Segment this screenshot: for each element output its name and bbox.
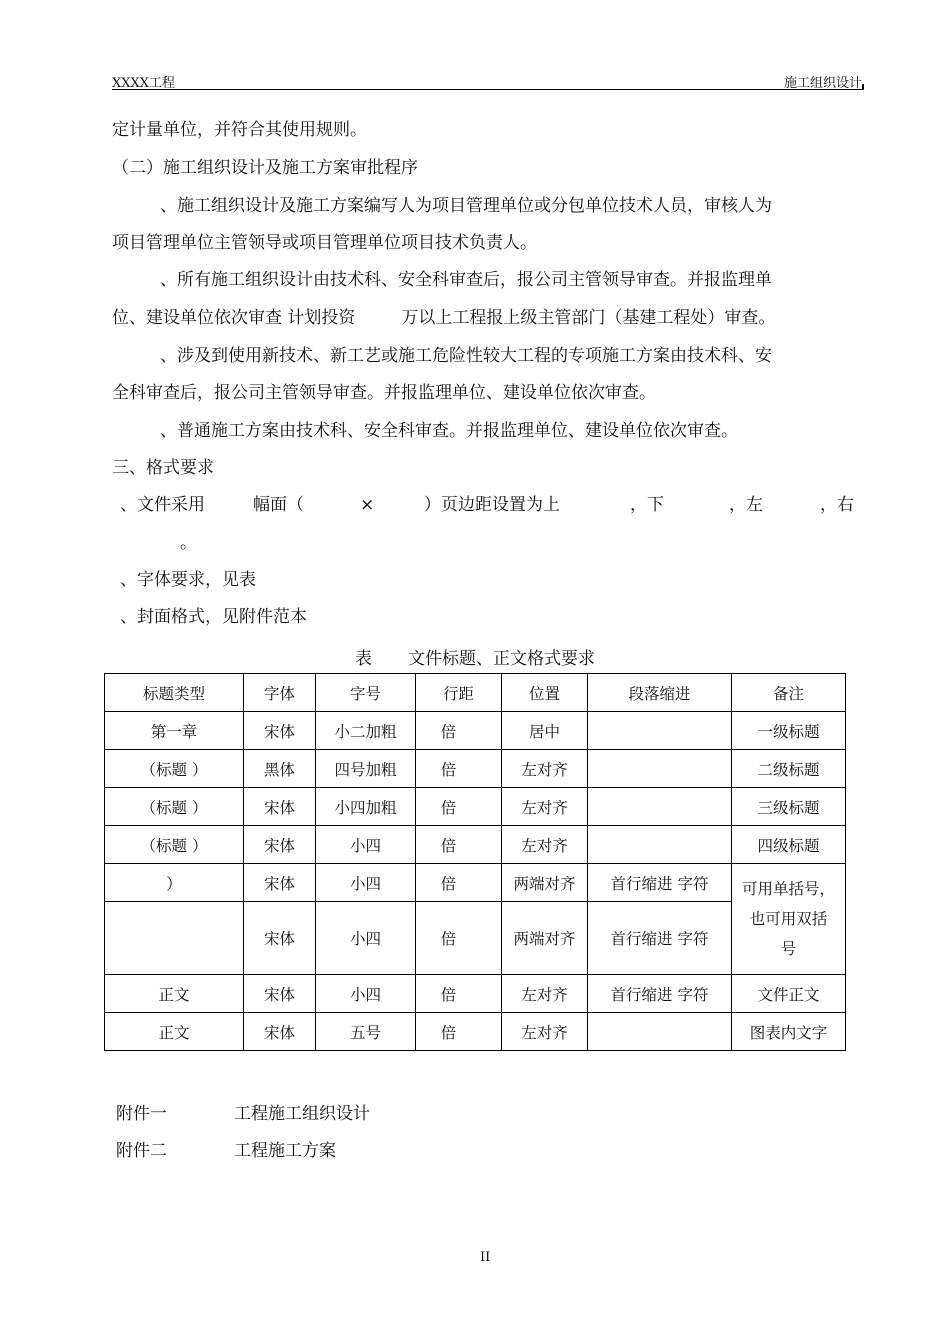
section-heading-format: 三、格式要求 (112, 458, 214, 478)
header-cell: 备注 (732, 674, 846, 712)
table-cell: （标题 ） (105, 788, 244, 826)
table-cell: 倍 (416, 1013, 502, 1051)
body-line-7: 、涉及到使用新技术、新工艺或施工危险性较大工程的专项施工方案由技术科、安 (160, 346, 772, 366)
table-cell: 宋体 (244, 902, 316, 975)
table-row (105, 1013, 846, 1051)
table-cell: 四号加粗 (316, 750, 416, 788)
table-cell: 二级标题 (732, 750, 846, 788)
header-project-name: XXXX工程 (112, 76, 176, 91)
table-cell: 小四加粗 (316, 788, 416, 826)
table-cell: 正文 (105, 975, 244, 1013)
table-cell: 宋体 (244, 712, 316, 750)
table-cell: 倍 (416, 902, 502, 975)
table-cell: 三级标题 (732, 788, 846, 826)
table-cell: 倍 (416, 788, 502, 826)
attachment-label-2: 附件二 (116, 1141, 167, 1161)
table-cell: 第一章 (105, 712, 244, 750)
table-cell: 首行缩进 字符 (588, 902, 732, 975)
header-cell: 位置 (502, 674, 588, 712)
table-cell: 正文 (105, 1013, 244, 1051)
page-number: II (480, 1250, 491, 1265)
table-cell: 倍 (416, 826, 502, 864)
table-cell: 小四 (316, 902, 416, 975)
table-cell: 左对齐 (502, 975, 588, 1013)
body-line-8: 全科审查后，报公司主管领导审查。并报监理单位、建设单位依次审查。 (112, 383, 656, 403)
body-line-5: 、所有施工组织设计由技术科、安全科审查后，报公司主管领导审查。并报监理单 (160, 270, 772, 290)
table-cell: 宋体 (244, 1013, 316, 1051)
table-cell: 左对齐 (502, 1013, 588, 1051)
table-cell: 小二加粗 (316, 712, 416, 750)
table-cell (588, 788, 732, 826)
table-cell: 一级标题 (732, 712, 846, 750)
table-cell: （标题 ） (105, 750, 244, 788)
header-cell: 行距 (416, 674, 502, 712)
table-caption-label: 表 (355, 649, 372, 669)
format-requirements-table (104, 673, 846, 1051)
table-cell: 左对齐 (502, 826, 588, 864)
section-heading-approval: （二）施工组织设计及施工方案审批程序 (112, 158, 418, 178)
table-cell: 首行缩进 字符 (588, 864, 732, 902)
table-row (105, 712, 846, 750)
table-cell: 小四 (316, 864, 416, 902)
table-cell: 图表内文字 (732, 1013, 846, 1051)
table-row (105, 975, 846, 1013)
table-cell (588, 712, 732, 750)
body-line-9: 、普通施工方案由技术科、安全科审查。并报监理单位、建设单位依次审查。 (160, 421, 738, 441)
attachment-label-1: 附件一 (116, 1104, 167, 1124)
header-doc-type: 施工组织设计 (783, 76, 862, 91)
table-cell-note-merged (732, 864, 846, 975)
table-cell (588, 1013, 732, 1051)
header-cell: 标题类型 (105, 674, 244, 712)
table-cell: 两端对齐 (502, 902, 588, 975)
table-cell: 宋体 (244, 826, 316, 864)
table-cell (588, 826, 732, 864)
table-cell: 文件正文 (732, 975, 846, 1013)
table-cell: 居中 (502, 712, 588, 750)
attachment-title-2: 工程施工方案 (234, 1141, 336, 1161)
body-line-12: 。 (180, 533, 197, 553)
table-cell (105, 902, 244, 975)
table-cell: 倍 (416, 750, 502, 788)
note-line: 可用单括号， (741, 880, 835, 898)
table-cell: （标题 ） (105, 826, 244, 864)
table-row (105, 750, 846, 788)
header-cell: 段落缩进 (588, 674, 732, 712)
body-line-11-part-c: × (360, 495, 375, 515)
table-cell: 倍 (416, 712, 502, 750)
header-rule-tick (862, 84, 864, 90)
note-line: 也可用双括 (749, 910, 828, 928)
table-cell: ） (105, 864, 244, 902)
body-line-6 (112, 308, 775, 328)
table-row (105, 788, 846, 826)
table-row (105, 864, 846, 902)
table-row (105, 826, 846, 864)
body-line-11-part-e: ，下 (630, 495, 664, 515)
table-cell: 宋体 (244, 975, 316, 1013)
body-line-3: 、施工组织设计及施工方案编写人为项目管理单位或分包单位技术人员，审核人为 (160, 196, 772, 216)
table-cell: 宋体 (244, 864, 316, 902)
body-line-4: 项目管理单位主管领导或项目管理单位项目技术负责人。 (112, 233, 537, 253)
body-line-11-part-a: 、文件采用 (120, 495, 205, 515)
body-line-1: 定计量单位，并符合其使用规则。 (112, 120, 367, 140)
header-cell: 字体 (244, 674, 316, 712)
table-caption (355, 644, 595, 669)
table-cell: 倍 (416, 975, 502, 1013)
table-cell (588, 750, 732, 788)
attachment-title-1: 工程施工组织设计 (234, 1104, 370, 1124)
table-cell: 两端对齐 (502, 864, 588, 902)
body-line-14: 、封面格式，见附件范本 (120, 607, 307, 627)
body-line-6-part-b: 万以上工程报上级主管部门（基建工程处）审查。 (401, 308, 776, 328)
body-line-11-part-d: ）页边距设置为上 (424, 495, 560, 515)
table-cell: 四级标题 (732, 826, 846, 864)
table-cell: 左对齐 (502, 788, 588, 826)
note-line: 号 (780, 940, 797, 958)
table-cell: 小四 (316, 975, 416, 1013)
table-cell: 左对齐 (502, 750, 588, 788)
body-line-13: 、字体要求，见表 (120, 570, 256, 590)
page-header (112, 70, 862, 90)
table-cell: 五号 (316, 1013, 416, 1051)
table-cell: 小四 (316, 826, 416, 864)
body-line-11-part-b: 幅面（ (253, 495, 304, 515)
table-caption-title: 文件标题、正文格式要求 (408, 649, 595, 669)
body-line-11-part-g: ，右 (820, 495, 854, 515)
table-cell: 宋体 (244, 788, 316, 826)
table-header-row (105, 674, 846, 712)
body-line-6-part-a: 位、建设单位依次审查 计划投资 (112, 308, 356, 328)
table-cell: 首行缩进 字符 (588, 975, 732, 1013)
header-cell: 字号 (316, 674, 416, 712)
table-cell: 倍 (416, 864, 502, 902)
body-line-11-part-f: ，左 (729, 495, 763, 515)
table-cell: 黑体 (244, 750, 316, 788)
